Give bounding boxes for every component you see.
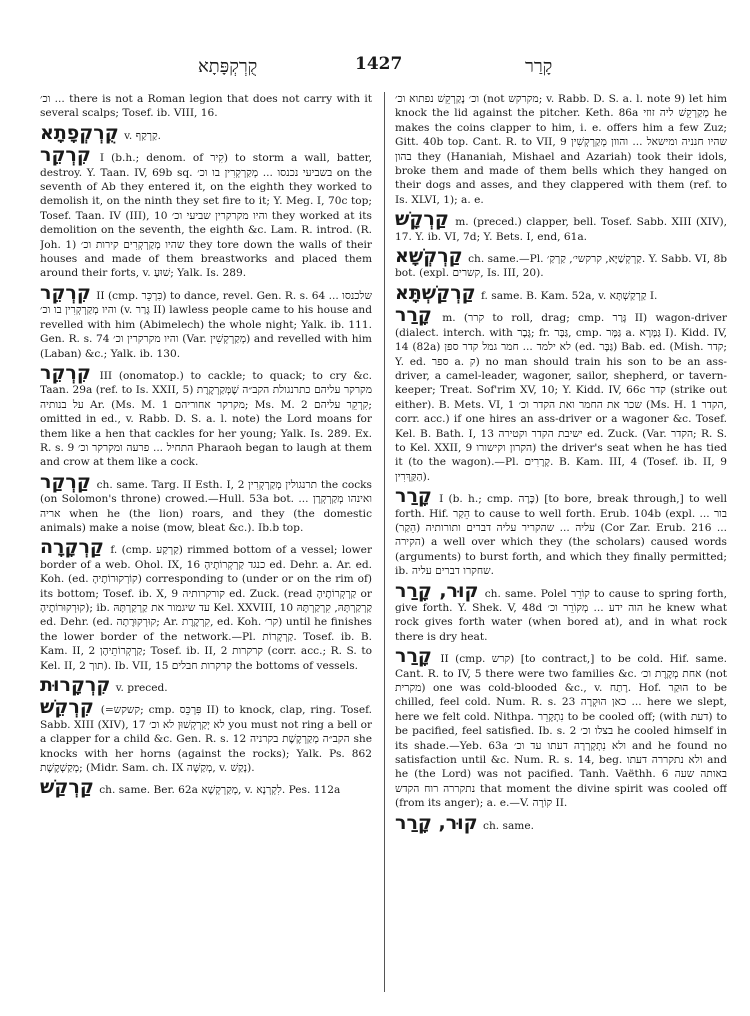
entry-headword: קַרְקְשָׁא [395, 245, 463, 268]
entry-text: וכ׳ נָקַרְקֵשׁ נפתוא וכ׳ (not מקרקש; v. Rabb. D. S. a. l. note 9) let him knock the lid against the pitcher. Keth. 86a מְקַרְקֵשׁ ליה זוזי he makes the coins clapper to him, i. e. offers him a few Zuz; Gitt. 40b top. Cant. R. to VII, 9 שהיו חנניה ומישאל ... והוון מְקַרְקְשִׁין בהון they (Hananiah, Mishael and Azariah) took their idols, broke them and made of them bells which they hanged on their dogs and asses, and they clappered with them (ref. to Is. XLVI, 1); a. e. [395, 93, 727, 206]
entry-text: ch. same. Polel קוֹרֵר to cause to spring forth, give forth. Y. Shek. V, 48d הוה ידע ... מְקוֹרֵר וכ׳ he knew what rock gives forth water (when bored at), and in what rock there is dry heat. [395, 587, 727, 643]
entry-text: ch. same. Targ. II Esth. I, 2 תרנגולין מְקַרְקְרִין the cocks (on Solomon's throne) crowed.—Hull. 53a bot. ... ואינהו מְקַרְקְרָן אריה when he (the lion) roars, and they (the domestic animals) make a noise (mow, bleat &c.). Ib.b top. [40, 478, 372, 534]
dictionary-entry [40, 470, 372, 536]
dictionary-entry [395, 645, 727, 810]
dictionary-entry [40, 674, 372, 697]
entry-text: ch. same. [483, 819, 534, 832]
entry-headword: קִרְקֵשׁ [40, 696, 94, 719]
entry-headword: קֻרְקְפָתָא [40, 121, 119, 144]
entry-text: (=קשקש; cmp. פִּרְכֵּס II) to knock, clap, ring. Tosef. Sabb. XIII (XIV), 17 לא יְקַרְקְשׁוּן לא וכ׳ you must not ring a bell or a clapper for a child &c. Gen. R. s. 12 הקב״ה מְקַרְקֶשֶׁת בקרניה she knocks with her horns (against the rocks); Yalk. Ps. 862 מְקַשְׁקֶשֶׁת; (Midr. Sam. ch. IX מְקַשָּׁה, v. נָקַשׁ). [40, 704, 372, 775]
page-header [0, 56, 750, 80]
dictionary-entry [395, 92, 727, 207]
entry-headword: קַרְקַשׁ [40, 776, 94, 799]
dictionary-entry [395, 281, 727, 304]
column-divider [384, 92, 385, 992]
entry-text: III (onomatop.) to cackle; to quack; to cry &c. Taan. 29a (ref. to Is. XXII, 5) מקרקר עליהם כתרנגולת הקב״ה שֶׁמְּקַרְקֶרֶת על בנותיה Ar. (Ms. M. 1 מקרקר אחוריהם; Ms. M. 2 קִרְקֵר עליהם; omitted in ed., v. Rabb. D. S. a. l. note) the Lord moans for them like a hen that cackles for her young; Yalk. Is. 289. Ex. R. s. 9 התחיל ... פרעה ומקרקר וכ׳ Pharaoh began to laugh at them and crow at them like a cock. [40, 369, 372, 469]
dictionary-entry [40, 696, 372, 775]
entry-text: v. preced. [115, 682, 168, 695]
dictionary-entry [40, 144, 372, 281]
dictionary-entry [395, 811, 727, 834]
dictionary-entry [395, 579, 727, 645]
entry-text: ch. same.—Pl. קַרְקְשַׁיָּא, קרקשי׳, קַרְקַ׳. Y. Sabb. VI, 8b bot. (expl. קשרים, Is. III, 20). [395, 253, 727, 280]
dictionary-entry [40, 776, 372, 799]
dictionary-entry [40, 281, 372, 361]
page-number: 1427 [355, 54, 403, 74]
entry-text: ch. same. Ber. 62a מְקַרְקְשָׁא, v. לִקְרְנָא. Pes. 112a [99, 784, 341, 797]
dictionary-entry [395, 485, 727, 578]
entry-headword: קַרְקַר [40, 470, 91, 493]
entry-headword: קַרְקָשׁ [395, 208, 449, 231]
entry-text: f. same. B. Kam. 52a, v. קַרְקַשְׁתָּא I. [481, 289, 658, 302]
entry-text: m. (קרר to roll, drag; cmp. גָּרַר II) wagon-driver (dialect. interch. with גָּבָר; fr. גַּבָּר, cmp. גַּמָּר a. גַּמָּרָא I). Kidd. IV, 14 (82a) לא ילמד ... חמר גמל קדר ספן (ed. גַּבָּר) Bab. ed. (Mish. קדר; Y. ed. ספר a. ק) no man should train his son to be an ass-driver, a camel-leader, wagoner, sailor, shepherd, or tavern-keeper; Treat. Sof'rim XV, 10; Y. Kidd. IV, 66c קדר (strike out either). B. Mets. VI, 1 שכר את החמר ואת הקדר וכ׳ (Ms. H. 1 הקדר, corr. acc.) if one hires an ass-driver or a wagoner &c. Tosef. Kel. B. Bath. I, 13 ישיבת הקדר וקטירה ed. Zuck. (Var. הקדר; R. S. to Kel. XXII, 9 הקרון וקישורו) the driver's seat when he has tied it (to the wagon).—Pl. קָרָרִים. B. Kam. III, 4 (Tosef. ib. II, 9 הַקַּרָּרִין). [395, 312, 727, 483]
left-column [40, 92, 372, 1004]
entry-headword: קַרְקָרָה [40, 536, 104, 559]
dictionary-entry [40, 92, 372, 121]
entry-headword: קִרְקָרוּת [40, 674, 111, 697]
entry-headword: קַרְקַשְׁתָּא [395, 281, 476, 304]
entry-headword: קִרְקֵר [40, 361, 91, 384]
entry-text: v. קַרְקַף. [124, 129, 161, 142]
dictionary-entry [40, 536, 372, 673]
entry-text: II (cmp. קרש) [to contract,] to be cold. Hif. same. Cant. R. to IV, 5 there were two families &c. אחת מְקֶרֶת וכ׳ (not מקרית) one was cold-blooded &c., v. רָתַח. Hof. הוּקַר to be chilled, feel cold. Num. R. s. 23 כאן הוּקְרָה ... here we slept, here we felt cold. Nithpa. נִתְקָרֵר to be cooled off; (with דעת) to be pacified, feel satisfied. Ib. s. 2 בצלו וכ׳ he cooled himself in its shade.—Yeb. 63a ולא נִתְקָרְרָה דעתו עד וכ׳ and he found no satisfaction until &c. Num. R. s. 14, beg. ולא נתקררה דעתו and he (the Lord) was not pacified. Tanh. Vaëthh. 6 באותה שעה נתקררה רוח הקדש that moment the divine spirit was cooled off (from its anger); a. e.—V. קוֹרָה II. [395, 653, 727, 810]
entry-headword: קָרַר [395, 645, 432, 668]
entry-headword: קִרְקֵר [40, 281, 91, 304]
entry-headword: קוּר, קָרַר [395, 811, 478, 834]
entry-text: I (b.h.; denom. of קִיר) to storm a wall, batter, destroy. Y. Taan. IV, 69b sq. בשביעי נכנסו ... מְקַרְקְרִין בו וכ׳ on the seventh of Ab they entered it, on the eighth they worked to demolish it, on the ninth they set fire to it; Y. Meg. I, 70c top; Tosef. Taan. IV (III), 10 והיו מקרקרין שביעי וכ׳ they worked at its demolition on the seventh, the eighth &c. Lam. R. introd. (R. Joh. 1) שהיו מְקַרְקְרִים קירות וכ׳ they tore down the walls of their houses and made of them breastworks and placed them around their forts, v. שׁוּעַ; Yalk. Is. 289. [40, 152, 372, 280]
running-head-right: קָרַר [525, 56, 553, 77]
dictionary-entry [395, 208, 727, 244]
entry-text: II (cmp. כִּרְכֵּר) to dance, revel. Gen. R. s. 64 שלכנסו ... והיו מְקַרְקְרִין בו וכ׳ (v. גָּרַר II) lawless people came to his house and revelled with him (Abimelech) the whole night; Yalk. ib. 111. Gen. R. s. 74 והיו מקרקרין וכ׳ (Var. מְקַרְקְשִׁין) and revelled with him (Laban) &c.; Yalk. ib. 130. [40, 289, 372, 360]
dictionary-entry [40, 361, 372, 470]
right-column [395, 92, 727, 1004]
entry-headword: קָרַר [395, 304, 432, 327]
entry-text: m. (preced.) clapper, bell. Tosef. Sabb. XIII (XIV), 17. Y. ib. VI, 7d; Y. Bets. I, end, 61a. [395, 216, 727, 243]
entry-headword: קוּר, קָרַר [395, 579, 479, 602]
dictionary-entry [395, 304, 727, 484]
dictionary-entry [40, 121, 372, 144]
entry-headword: קָרַר [395, 485, 432, 508]
dictionary-entry [395, 245, 727, 281]
entry-text: f. (cmp. קַרְקַע) rimmed bottom of a vessel; lower border of a web. Ohol. IX, 16 כנגד קַרְקְרוֹתָיהָ ed. Dehr. a. Ar. ed. Koh. (ed. קוֹרְקוּרוֹתֶיהָ) corresponding to (under or on the rim of) its bottom; Tosef. ib. X, 9 קורקרותיה ed. Zuck. (read קַרְקְרוֹתֶיהָ or קוּרְקוּרוֹתֶיהָ); ib. עד שיגמור את קַרְקַרְתָּהּ Kel. XXVIII, 10 קַרְקַרְתָּהּ, קִרְקַרְתָּהּ ed. Dehr. (ed. קוּרְקוּרֶתָה; Ar. קִרְקֶרֶת, ed. Koh. קר׳) until he finishes the lower border of the network.—Pl. קַרְקָרוֹת. Tosef. ib. B. Kam. II, 2 קַרְקְרוֹתֵיהֶן; Tosef. ib. II, 2 קרקרות (corr. acc.; R. S. to Kel. II, 2 תוך). Ib. VII, 15 קרקרות חבלים the bottoms of vessels. [40, 544, 372, 672]
entry-text: I (b. h.; cmp. כָּרָה) [to bore, break through,] to well forth. Hif. הֵקַר to cause to well forth. Erub. 104b (expl. בור ... עליה ... שהקריר עליה דברים ותורותיה (הֵקַר) (Cor Zar. Erub. 216 ... הקירה) a well over which they (the scholars) caused words (arguments) to burst forth, and which they finally permitted; ib. שחקרו דברים עליה. [395, 493, 727, 578]
running-head-left: קֻרְקְפָּתָא [198, 56, 258, 77]
entry-headword: קִרְקֵר [40, 144, 91, 167]
entry-text: וכ׳ ... there is not a Roman legion that does not carry with it several scalps; Tosef. ib. VIII, 16. [40, 93, 372, 120]
